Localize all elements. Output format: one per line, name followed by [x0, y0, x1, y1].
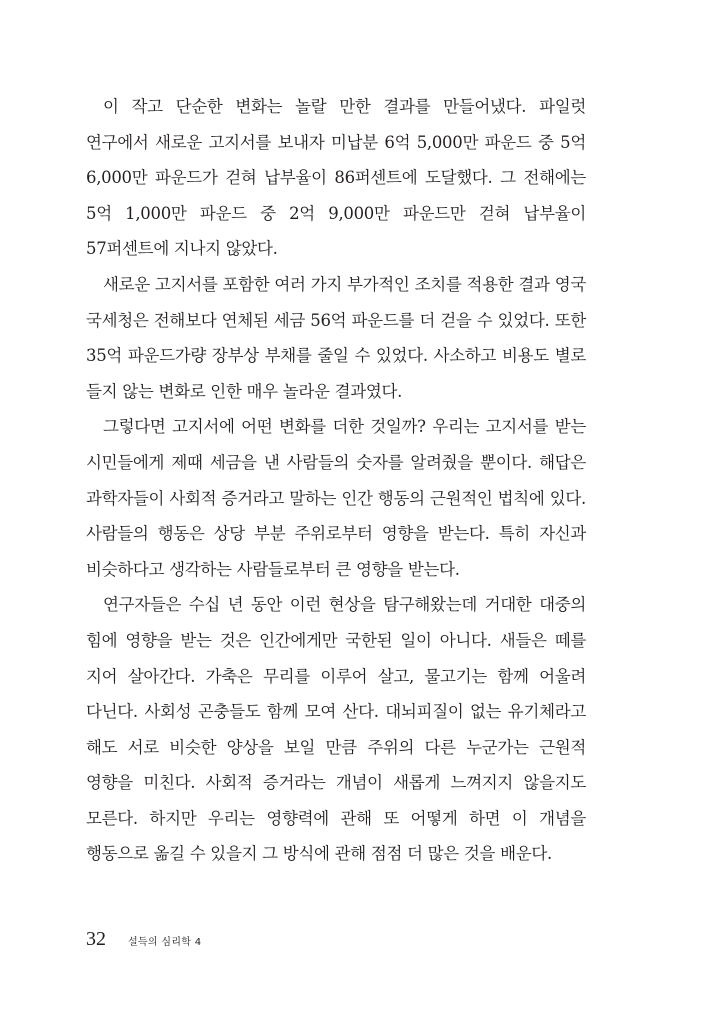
page-footer	[86, 928, 201, 952]
paragraph-2: 새로운 고지서를 포함한 여러 가지 부가적인 조치를 적용한 결과 영국 국세청은 전해보다 연체된 세금 56억 파운드를 더 걷을 수 있었다. 또한 35억 파운드가량 장부상 부채를 줄일 수 있었다. 사소하고 비용도 별로 들지 않는 변화로 인한 매우 놀라운 결과였다.	[86, 274, 586, 401]
page-number: 32	[86, 928, 106, 950]
paragraph-3: 그렇다면 고지서에 어떤 변화를 더한 것일까? 우리는 고지서를 받는 시민들에게 제때 세금을 낸 사람들의 숫자를 알려줬을 뿐이다. 해답은 과학자들이 사회적 증거라고 말하는 인간 행동의 근원적인 법칙에 있다. 사람들의 행동은 상당 부분 주위로부터 영향을 받는다. 특히 자신과 비슷하다고 생각하는 사람들로부터 큰 영향을 받는다.	[86, 417, 586, 579]
paragraph-4: 연구자들은 수십 년 동안 이런 현상을 탐구해왔는데 거대한 대중의 힘에 영향을 받는 것은 인간에게만 국한된 일이 아니다. 새들은 떼를 지어 살아간다. 가축은 무리를 이루어 살고, 물고기는 함께 어울려 다닌다. 사회성 곤충들도 함께 모여 산다. 대뇌피질이 없는 유기체라고 해도 서로 비슷한 양상을 보일 만큼 주위의 다른 누군가는 근원적 영향을 미친다. 사회적 증거라는 개념이 새롭게 느껴지지 않을지도 모른다. 하지만 우리는 영향력에 관해 또 어떻게 하면 이 개념을 행동으로 옮길 수 있을지 그 방식에 관해 점점 더 많은 것을 배운다.	[86, 595, 586, 864]
running-title: 설득의 심리학 4	[128, 937, 202, 948]
body-text	[86, 89, 586, 872]
paragraph-1: 이 작고 단순한 변화는 놀랄 만한 결과를 만들어냈다. 파일럿 연구에서 새로운 고지서를 보내자 미납분 6억 5,000만 파운드 중 5억 6,000만 파운드가 걷혀 납부율이 86퍼센트에 도달했다. 그 전해에는 5억 1,000만 파운드 중 2억 9,000만 파운드만 걷혀 납부율이 57퍼센트에 지나지 않았다.	[86, 97, 586, 259]
